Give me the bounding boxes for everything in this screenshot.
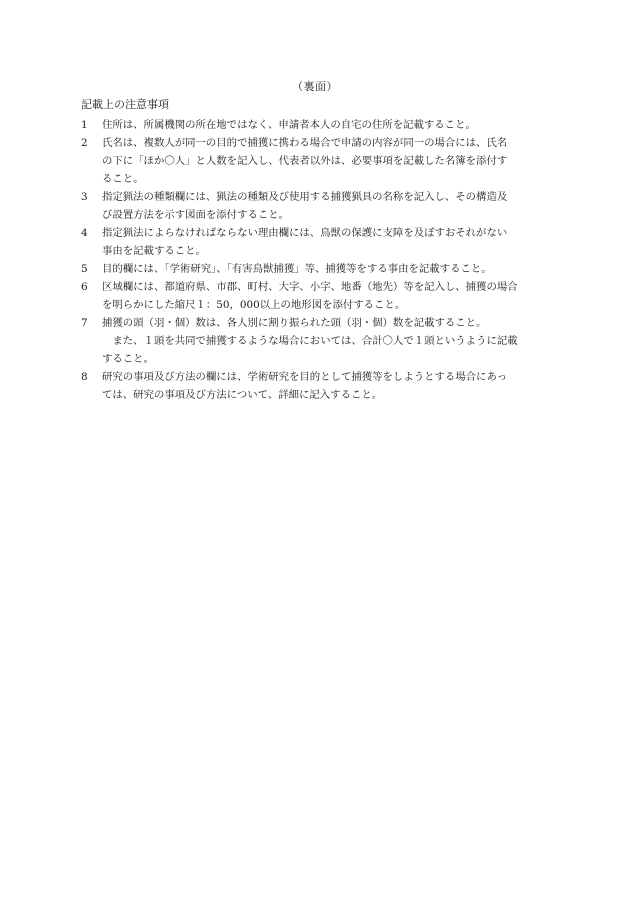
note-item <box>81 260 551 278</box>
note-item <box>81 278 551 314</box>
note-line: ては、研究の事項及び方法について、詳細に記入すること。 <box>102 389 383 401</box>
note-line: 研究の事項及び方法の欄には、学術研究を目的として捕獲等をしようとする場合にあっ <box>102 371 508 383</box>
note-line: を明らかにした縮尺１：50，000以上の地形図を添付すること。 <box>102 299 406 311</box>
note-item <box>81 116 551 134</box>
note-number: 2 <box>81 137 88 149</box>
note-line: すること。 <box>102 353 154 365</box>
note-line: 指定猟法によらなければならない理由欄には、鳥獣の保護に支障を及ぼすおそれがない <box>102 227 508 239</box>
note-number: 6 <box>81 281 88 293</box>
note-line: 区域欄には、都道府県、市郡、町村、大字、小字、地番（地先）等を記入し、捕獲の場合 <box>102 281 518 293</box>
notes-list <box>81 116 551 404</box>
note-item <box>81 224 551 260</box>
notes-heading: 記載上の注意事項 <box>81 98 169 111</box>
note-number: 4 <box>81 227 88 239</box>
note-number: 7 <box>81 317 88 329</box>
note-number: 1 <box>81 119 88 131</box>
note-item <box>81 188 551 224</box>
note-line: 事由を記載すること。 <box>102 245 206 257</box>
note-item <box>81 314 551 368</box>
note-line: また、１頭を共同で捕獲するような場合においては、合計〇人で１頭というように記載 <box>112 335 518 347</box>
note-item <box>81 368 551 404</box>
note-line: び設置方法を示す図面を添付すること。 <box>102 209 290 221</box>
note-line: の下に「ほか〇人」と人数を記入し、代表者以外は、必要事項を記載した名簿を添付す <box>102 155 508 167</box>
note-line: ること。 <box>102 173 144 185</box>
page-side-label: （裏面） <box>292 80 338 93</box>
note-number: 5 <box>81 263 88 275</box>
note-line: 捕獲の頭（羽・個）数は、各人別に割り振られた頭（羽・個）数を記載すること。 <box>102 317 487 329</box>
note-item <box>81 134 551 188</box>
note-line: 氏名は、複数人が同一の目的で捕獲に携わる場合で申請の内容が同一の場合には、氏名 <box>102 137 508 149</box>
note-number: 8 <box>81 371 88 383</box>
note-line: 住所は、所属機関の所在地ではなく、申請者本人の自宅の住所を記載すること。 <box>102 119 476 131</box>
note-number: 3 <box>81 191 88 203</box>
note-line: 指定猟法の種類欄には、猟法の種類及び使用する捕獲猟具の名称を記入し、その構造及 <box>102 191 508 203</box>
note-line: 目的欄には、「学術研究」、「有害鳥獣捕獲」等、捕獲等をする事由を記載すること。 <box>102 263 492 275</box>
